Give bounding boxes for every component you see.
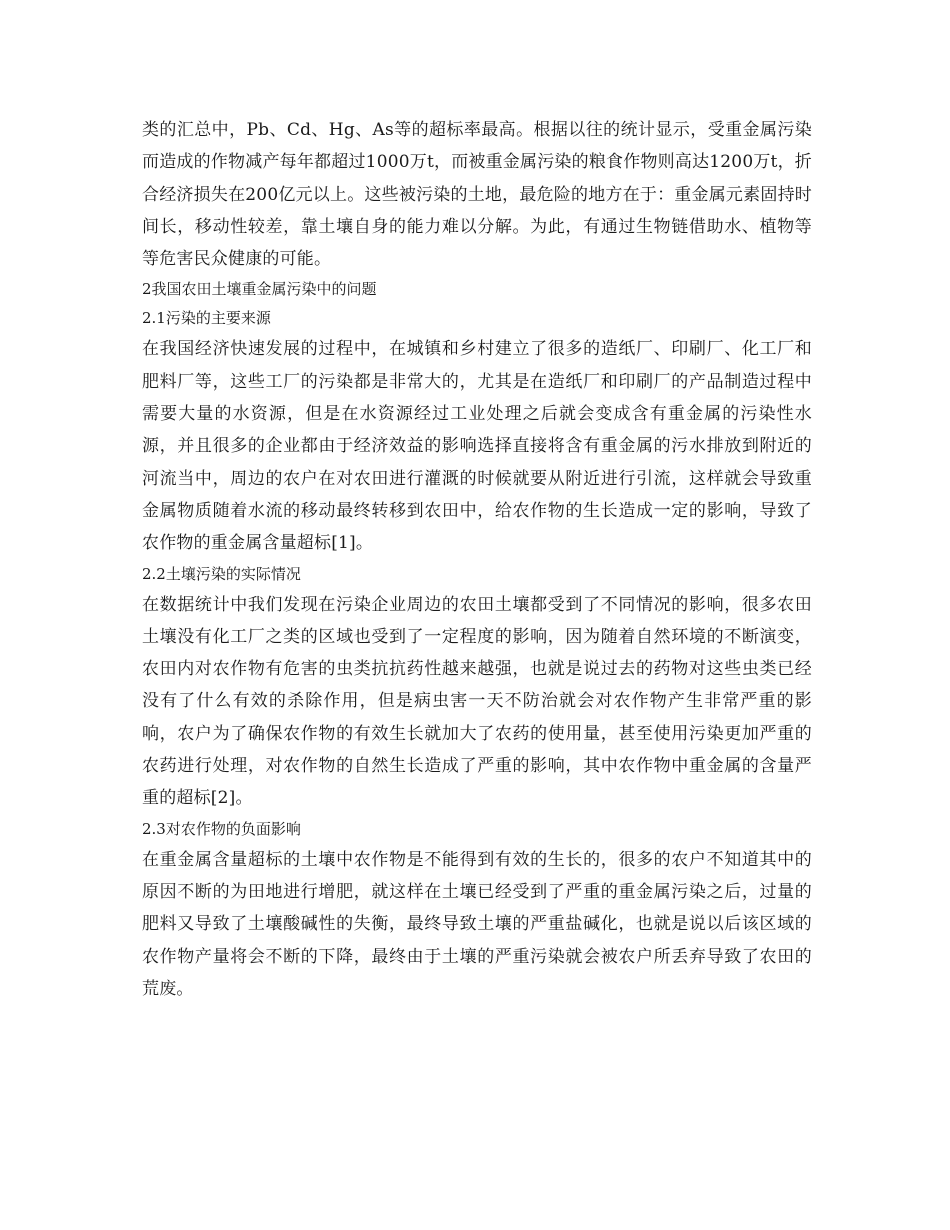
paragraph-negative-effects: 在重金属含量超标的土壤中农作物是不能得到有效的生长的，很多的农户不知道其中的原因不断的为田地进行增肥，就这样在土壤已经受到了严重的重金属污染之后，过量的肥料又导致了土壤酸碱性的失衡，最终导致土壤的严重盐碱化，也就是说以后该区域的农作物产量将会不断的下降，最终由于土壤的严重污染就会被农户所丢弃导致了农田的荒废。 — [142, 849, 812, 999]
heading-section-2-2: 2.2土壤污染的实际情况 — [142, 564, 301, 583]
document-body — [142, 114, 812, 1005]
heading-section-2-1: 2.1污染的主要来源 — [142, 309, 271, 328]
paragraph-pollution-sources: 在我国经济快速发展的过程中，在城镇和乡村建立了很多的造纸厂、印刷厂、化工厂和肥料厂等，这些工厂的污染都是非常大的，尤其是在造纸厂和印刷厂的产品制造过程中需要大量的水资源，但是在水资源经过工业处理之后就会变成含有重金属的污染性水源，并且很多的企业都由于经济效益的影响选择直接将含有重金属的污水排放到附近的河流当中，周边的农户在对农田进行灌溉的时候就要从附近进行引流，这样就会导致重金属物质随着水流的移动最终转移到农田中，给农作物的生长造成一定的影响，导致了农作物的重金属含量超标[1]。 — [142, 339, 812, 554]
paragraph-actual-situation: 在数据统计中我们发现在污染企业周边的农田土壤都受到了不同情况的影响，很多农田土壤没有化工厂之类的区域也受到了一定程度的影响，因为随着自然环境的不断演变，农田内对农作物有危害的虫类抗抗药性越来越强，也就是说过去的药物对这些虫类已经没有了什么有效的杀除作用，但是病虫害一天不防治就会对农作物产生非常严重的影响，农户为了确保农作物的有效生长就加大了农药的使用量，甚至使用污染更加严重的农药进行处理，对农作物的自然生长造成了严重的影响，其中农作物中重金属的含量严重的超标[2]。 — [142, 594, 812, 809]
heading-section-2-3: 2.3对农作物的负面影响 — [142, 819, 301, 838]
paragraph-heavy-metal-losses: 类的汇总中，Pb、Cd、Hg、As等的超标率最高。根据以往的统计显示，受重金属污染而造成的作物减产每年都超过1000万t，而被重金属污染的粮食作物则高达1200万t，折合经济损失在200亿元以上。这些被污染的土地，最危险的地方在于：重金属元素固持时间长，移动性较差，靠土壤自身的能力难以分解。为此，有通过生物链借助水、植物等等危害民众健康的可能。 — [142, 120, 812, 270]
heading-section-2: 2我国农田土壤重金属污染中的问题 — [142, 280, 377, 299]
